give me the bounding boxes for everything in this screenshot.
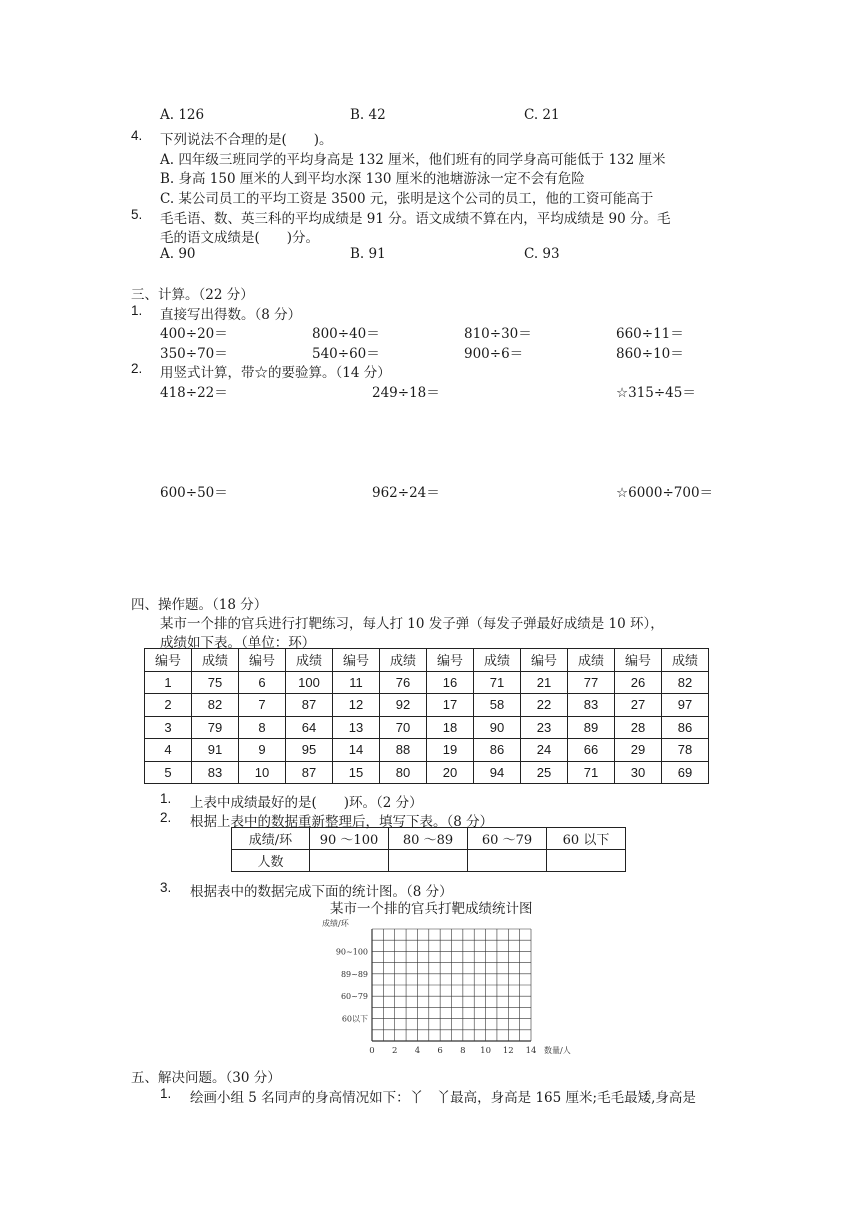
table-cell: 83	[192, 761, 239, 784]
oral-calc-item: 540÷60＝	[312, 346, 380, 362]
table-cell: 90	[474, 716, 521, 739]
answer-cell[interactable]	[468, 850, 547, 872]
table-cell: 71	[474, 671, 521, 694]
table-cell: 16	[427, 671, 474, 694]
table-cell: 14	[333, 739, 380, 762]
table-cell: 25	[521, 761, 568, 784]
x-tick-label: 10	[480, 1046, 491, 1056]
vertical-calc-item: ☆6000÷700＝	[616, 485, 714, 501]
table-cell: 26	[615, 671, 662, 694]
table-cell: 30	[615, 761, 662, 784]
oral-calc-item: 660÷11＝	[616, 326, 684, 342]
table-cell: 100	[286, 671, 333, 694]
chart-grid	[372, 929, 531, 1041]
table-cell: 23	[521, 716, 568, 739]
oral-calc-item: 900÷6＝	[464, 346, 524, 362]
vertical-calc-item: ☆315÷45＝	[616, 385, 696, 401]
table-cell: 13	[333, 716, 380, 739]
x-tick-label: 8	[460, 1046, 466, 1056]
section5-title: 五、解决问题。（30 分）	[131, 1070, 281, 1086]
s3-q1-title: 直接写出得数。（8 分）	[160, 307, 302, 323]
table-cell: 27	[615, 694, 662, 717]
table-cell: 2	[145, 694, 192, 717]
table-cell: 8	[239, 716, 286, 739]
table-cell: 80	[380, 761, 427, 784]
table-header-cell: 成绩	[662, 649, 709, 672]
score-table	[144, 648, 709, 784]
table-row	[145, 671, 709, 694]
table-cell: 28	[615, 716, 662, 739]
section4-title: 四、操作题。（18 分）	[131, 597, 268, 613]
s5-q1-number: 1.	[160, 1086, 172, 1101]
q3-option-c: C. 21	[524, 107, 560, 123]
x-axis-label: 数量/人	[544, 1046, 571, 1055]
statistics-chart	[320, 915, 610, 1060]
x-tick-label: 14	[525, 1046, 537, 1056]
table-cell: 10	[239, 761, 286, 784]
x-tick-label: 4	[414, 1046, 421, 1056]
table-cell: 91	[192, 739, 239, 762]
table-cell: 89	[568, 716, 615, 739]
table-row-label: 人数	[232, 850, 310, 872]
y-tick-label: 60以下	[341, 1014, 368, 1024]
table-cell: 94	[474, 761, 521, 784]
table-header-cell: 编号	[615, 649, 662, 672]
table-cell: 86	[474, 739, 521, 762]
table-cell: 17	[427, 694, 474, 717]
q3-option-b: B. 42	[350, 107, 386, 123]
table-row	[145, 739, 709, 762]
table-cell: 76	[380, 671, 427, 694]
table-cell: 12	[333, 694, 380, 717]
oral-calc-item: 350÷70＝	[160, 346, 228, 362]
table-header-cell: 90 ～100	[310, 828, 389, 850]
table-header-cell: 编号	[145, 649, 192, 672]
s3-q2-number: 2.	[131, 361, 143, 376]
answer-cell[interactable]	[547, 850, 626, 872]
grouped-score-table	[231, 827, 626, 872]
table-row	[232, 850, 626, 872]
table-cell: 3	[145, 716, 192, 739]
table-header-cell: 编号	[239, 649, 286, 672]
s3-q1-number: 1.	[131, 303, 143, 318]
s3-q2-title: 用竖式计算，带☆的要验算。（14 分）	[160, 365, 391, 381]
table-row	[145, 716, 709, 739]
q5-option-a: A. 90	[160, 246, 196, 262]
table-cell: 69	[662, 761, 709, 784]
oral-calc-item: 860÷10＝	[616, 346, 684, 362]
y-tick-label: 60~79	[340, 992, 368, 1002]
table-header-cell: 成绩	[380, 649, 427, 672]
chart-labels	[322, 918, 571, 1056]
section3-title: 三、计算。（22 分）	[131, 287, 254, 303]
table-cell: 24	[521, 739, 568, 762]
oral-calc-item: 810÷30＝	[464, 326, 532, 342]
answer-cell[interactable]	[389, 850, 468, 872]
table-cell: 87	[286, 694, 333, 717]
x-tick-label: 6	[437, 1046, 443, 1056]
q4-option-c: C. 某公司员工的平均工资是 3500 元，张明是这个公司的员工，他的工资可能高于	[160, 191, 654, 207]
table-cell: 66	[568, 739, 615, 762]
s4-sub2-number: 2.	[160, 810, 172, 825]
s4-intro-line1: 某市一个排的官兵进行打靶练习，每人打 10 发子弹（每发子弹最好成绩是 10 环），	[160, 616, 664, 632]
q4-option-a: A. 四年级三班同学的平均身高是 132 厘米，他们班有的同学身高可能低于 132 厘米	[160, 152, 666, 168]
table-cell: 79	[192, 716, 239, 739]
table-cell: 70	[380, 716, 427, 739]
table-cell: 20	[427, 761, 474, 784]
x-tick-label: 2	[392, 1046, 398, 1056]
table-header-cell: 成绩	[192, 649, 239, 672]
x-tick-label: 12	[502, 1046, 514, 1056]
s4-sub3-number: 3.	[160, 880, 172, 895]
table-cell: 88	[380, 739, 427, 762]
table-cell: 4	[145, 739, 192, 762]
q3-option-a: A. 126	[160, 107, 205, 123]
table-cell: 75	[192, 671, 239, 694]
y-tick-label: 90~100	[335, 947, 368, 957]
x-tick-label: 0	[369, 1046, 375, 1056]
table-header-cell: 60 以下	[547, 828, 626, 850]
table-header-cell: 编号	[333, 649, 380, 672]
vertical-calc-item: 418÷22＝	[160, 385, 228, 401]
q4-stem: 下列说法不合理的是( )。	[160, 132, 333, 148]
answer-cell[interactable]	[310, 850, 389, 872]
table-cell: 87	[286, 761, 333, 784]
table-cell: 21	[521, 671, 568, 694]
q4-number: 4.	[131, 128, 143, 143]
table-cell: 97	[662, 694, 709, 717]
table-cell: 78	[662, 739, 709, 762]
table-cell: 6	[239, 671, 286, 694]
q4-option-b: B. 身高 150 厘米的人到平均水深 130 厘米的池塘游泳一定不会有危险	[160, 171, 585, 187]
s5-q1-text: 绘画小组 5 名同声的身高情况如下：丫 丫最高，身高是 165 厘米;毛毛最矮,身高是	[190, 1090, 696, 1106]
vertical-calc-item: 249÷18＝	[372, 385, 440, 401]
table-cell: 29	[615, 739, 662, 762]
table-cell: 19	[427, 739, 474, 762]
table-cell: 83	[568, 694, 615, 717]
table-header-cell: 成绩	[568, 649, 615, 672]
table-header-cell: 成绩	[474, 649, 521, 672]
y-axis-label: 成绩/环	[322, 919, 349, 928]
table-cell: 9	[239, 739, 286, 762]
table-cell: 58	[474, 694, 521, 717]
table-cell: 77	[568, 671, 615, 694]
q5-option-c: C. 93	[524, 246, 560, 262]
table-cell: 15	[333, 761, 380, 784]
table-header-cell: 编号	[427, 649, 474, 672]
oral-calc-item: 400÷20＝	[160, 326, 228, 342]
s4-intro-line2: 成绩如下表。（单位：环）	[160, 635, 316, 651]
table-header-cell: 成绩	[286, 649, 333, 672]
table-cell: 95	[286, 739, 333, 762]
table-header-cell: 编号	[521, 649, 568, 672]
table-cell: 1	[145, 671, 192, 694]
table-header-cell: 60 ～79	[468, 828, 547, 850]
q5-option-b: B. 91	[350, 246, 386, 262]
table-cell: 86	[662, 716, 709, 739]
vertical-calc-item: 962÷24＝	[372, 485, 440, 501]
table-cell: 11	[333, 671, 380, 694]
table-header-row	[232, 828, 626, 850]
table-cell: 64	[286, 716, 333, 739]
table-cell: 71	[568, 761, 615, 784]
s4-sub3-text: 根据表中的数据完成下面的统计图。（8 分）	[190, 884, 453, 900]
table-cell: 92	[380, 694, 427, 717]
table-cell: 82	[192, 694, 239, 717]
q5-stem-line1: 毛毛语、数、英三科的平均成绩是 91 分。语文成绩不算在内，平均成绩是 90 分。毛	[160, 211, 671, 227]
table-cell: 5	[145, 761, 192, 784]
y-tick-label: 89~89	[340, 969, 368, 979]
s4-sub1-text: 上表中成绩最好的是( )环。（2 分）	[190, 795, 423, 811]
s4-sub1-number: 1.	[160, 791, 172, 806]
q5-number: 5.	[131, 207, 143, 222]
vertical-calc-item: 600÷50＝	[160, 485, 228, 501]
table-header-cell: 成绩/环	[232, 828, 310, 850]
s4-sub2-text: 根据上表中的数据重新整理后，填写下表。（8 分）	[190, 814, 494, 830]
table-cell: 22	[521, 694, 568, 717]
q5-stem-line2: 毛的语文成绩是( )分。	[160, 230, 320, 246]
oral-calc-item: 800÷40＝	[312, 326, 380, 342]
table-cell: 82	[662, 671, 709, 694]
chart-title: 某市一个排的官兵打靶成绩统计图	[330, 901, 533, 917]
table-cell: 7	[239, 694, 286, 717]
table-row	[145, 761, 709, 784]
table-row	[145, 694, 709, 717]
table-cell: 18	[427, 716, 474, 739]
table-header-row	[145, 649, 709, 672]
table-header-cell: 80 ～89	[389, 828, 468, 850]
